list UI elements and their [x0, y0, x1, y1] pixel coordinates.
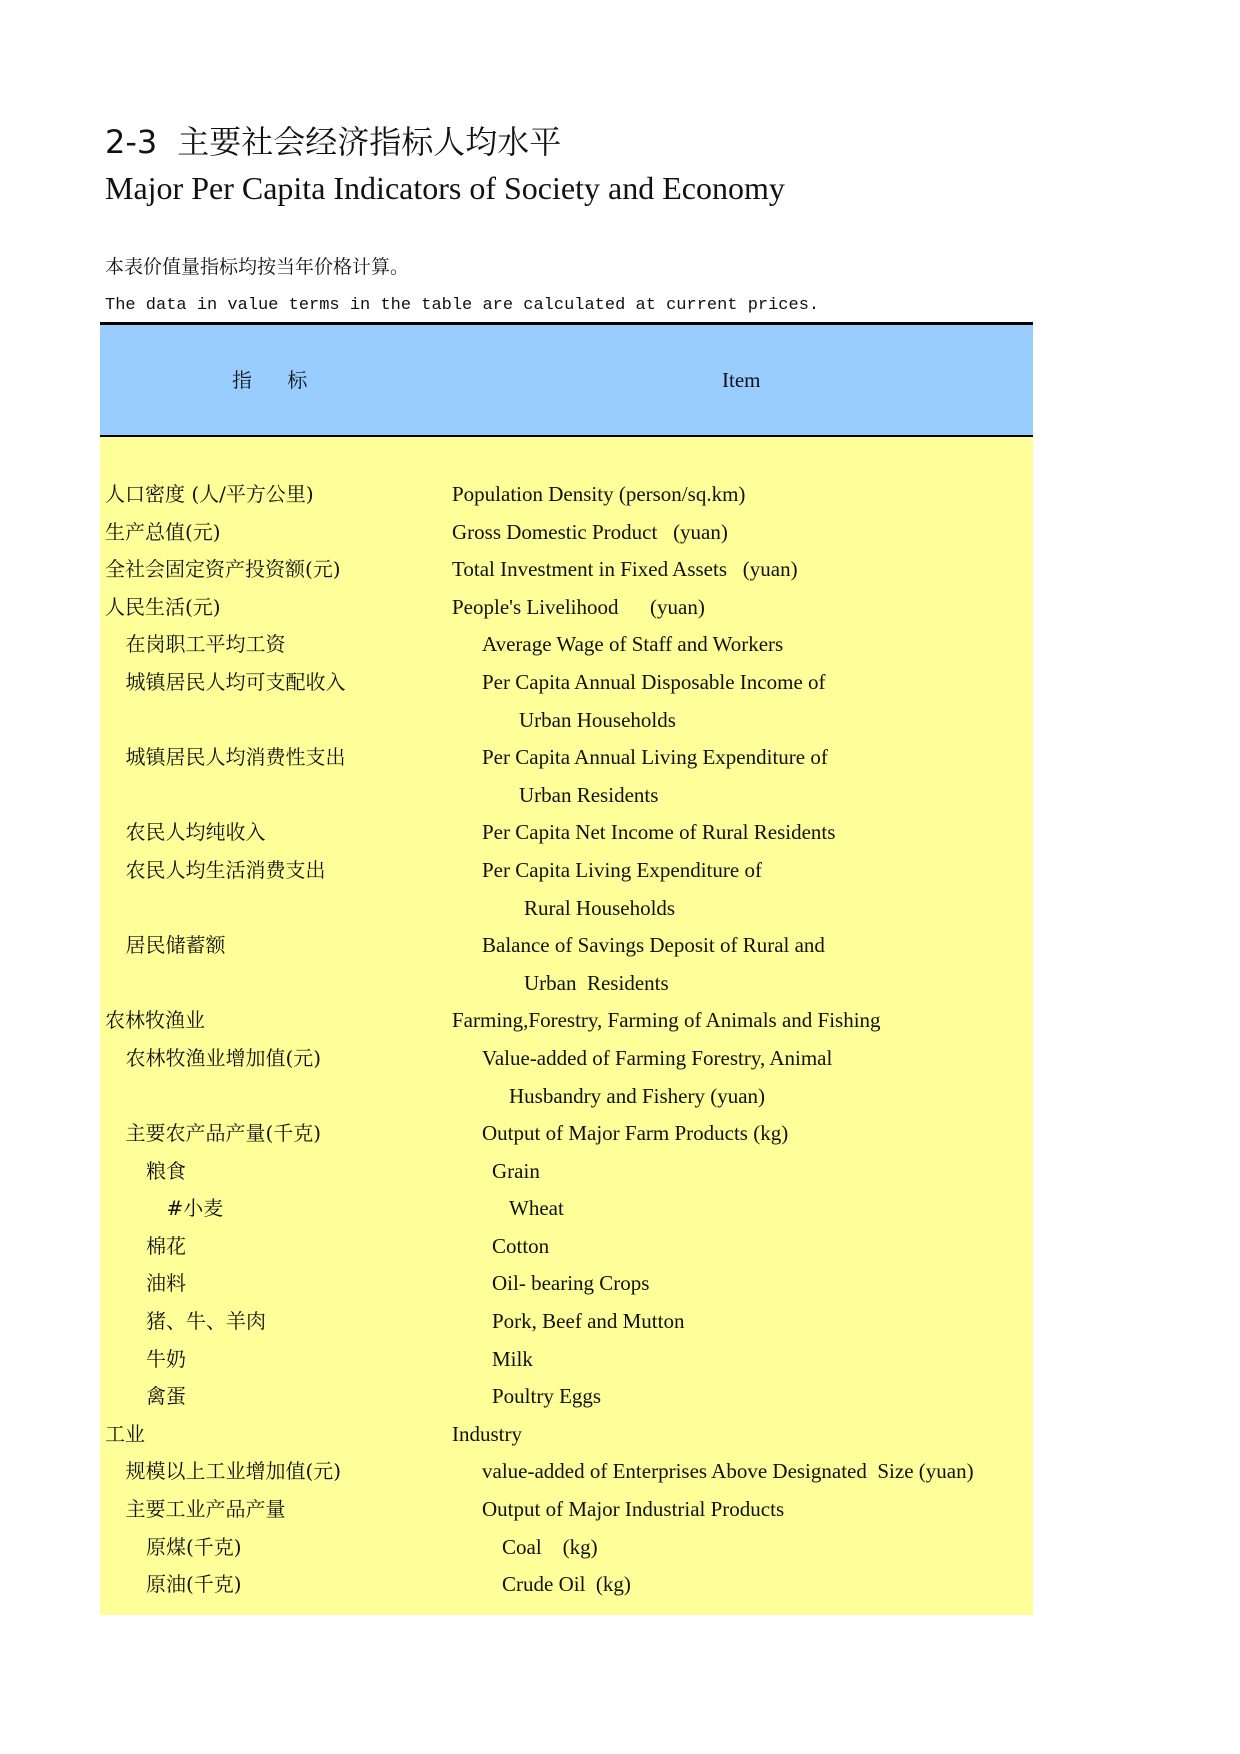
table-row	[100, 738, 1033, 776]
note-en: The data in value terms in the table are calculated at current prices.	[105, 296, 820, 315]
table-body	[100, 437, 1033, 1615]
table-row	[100, 926, 1033, 964]
indicator-en: Crude Oil (kg)	[502, 1572, 631, 1597]
indicator-en: Rural Households	[524, 895, 676, 920]
indicator-en: Urban Households	[519, 707, 676, 732]
indicator-cn: 规模以上工业增加值(元)	[125, 1459, 342, 1484]
indicator-en: Per Capita Annual Disposable Income of	[482, 669, 826, 694]
indicator-en: Total Investment in Fixed Assets (yuan)	[452, 557, 798, 582]
table-row	[100, 1565, 1033, 1603]
indicator-en: Coal (kg)	[502, 1534, 598, 1559]
table-row	[100, 663, 1033, 701]
indicator-en: Oil- bearing Crops	[492, 1271, 650, 1296]
indicator-cn: 主要农产品产量(千克)	[125, 1121, 322, 1146]
indicator-cn: #小麦	[166, 1196, 224, 1221]
indicator-cn: 人民生活(元)	[105, 594, 221, 619]
table-row	[100, 550, 1033, 588]
indicator-en: Average Wage of Staff and Workers	[482, 632, 784, 657]
table-number: 2-3	[105, 123, 158, 161]
table-row	[100, 513, 1033, 551]
indicator-cn: 农民人均纯收入	[125, 820, 266, 845]
indicator-cn: 猪、牛、羊肉	[146, 1309, 266, 1334]
table-row	[100, 1189, 1033, 1227]
table-row	[100, 889, 1033, 927]
table-row	[100, 1264, 1033, 1302]
table-row	[100, 701, 1033, 739]
indicator-cn: 农民人均生活消费支出	[125, 857, 326, 882]
indicator-en: People's Livelihood (yuan)	[452, 594, 705, 619]
table-row	[100, 475, 1033, 513]
indicator-cn: 油料	[146, 1271, 186, 1296]
indicator-en: Industry	[452, 1421, 522, 1446]
indicator-en: Urban Residents	[519, 782, 659, 807]
indicator-cn: 主要工业产品产量	[125, 1497, 286, 1522]
indicator-en: Pork, Beef and Mutton	[492, 1309, 685, 1334]
indicator-cn: 人口密度 (人/平方公里)	[105, 482, 314, 506]
table-row	[100, 588, 1033, 626]
indicator-cn: 牛奶	[146, 1346, 186, 1371]
table-row	[100, 1077, 1033, 1115]
indicator-cn: 农林牧渔业增加值(元)	[125, 1045, 322, 1070]
indicator-cn: 原油(千克)	[146, 1572, 242, 1597]
table-row	[100, 1302, 1033, 1340]
table-row	[100, 1227, 1033, 1265]
indicator-en: value-added of Enterprises Above Designated Size (yuan)	[482, 1459, 974, 1484]
indicator-en: Urban Residents	[524, 970, 669, 995]
table-header	[100, 322, 1033, 437]
indicator-cn: 在岗职工平均工资	[125, 632, 286, 657]
indicator-en: Per Capita Living Expenditure of	[482, 857, 762, 882]
table-row	[100, 1452, 1033, 1490]
indicator-cn: 生产总值(元)	[105, 519, 221, 544]
indicator-cn: 城镇居民人均可支配收入	[125, 669, 346, 694]
table-row	[100, 1490, 1033, 1528]
header-item-en: Item	[722, 368, 761, 392]
table-row	[100, 851, 1033, 889]
title-cn-text: 主要社会经济指标人均水平	[177, 123, 562, 161]
page-title-en: Major Per Capita Indicators of Society and Economy	[105, 170, 785, 206]
table-row	[100, 1001, 1033, 1039]
indicator-en: Population Density (person/sq.km)	[452, 482, 746, 506]
note-cn: 本表价值量指标均按当年价格计算。	[105, 256, 410, 278]
indicator-en: Husbandry and Fishery (yuan)	[509, 1083, 766, 1108]
table-row	[100, 1377, 1033, 1415]
indicator-cn: 粮食	[146, 1158, 186, 1183]
indicator-en: Grain	[492, 1158, 540, 1183]
table-row	[100, 964, 1033, 1002]
indicator-cn: 居民储蓄额	[125, 933, 226, 958]
indicator-en: Balance of Savings Deposit of Rural and	[482, 933, 825, 958]
page-title-cn	[105, 122, 561, 162]
table-row	[100, 1528, 1033, 1566]
indicator-cn: 农林牧渔业	[105, 1008, 205, 1033]
indicator-en: Per Capita Net Income of Rural Residents	[482, 820, 836, 845]
indicator-cn: 全社会固定资产投资额(元)	[105, 557, 341, 582]
indicator-en: Per Capita Annual Living Expenditure of	[482, 745, 828, 770]
indicator-en: Value-added of Farming Forestry, Animal	[482, 1045, 833, 1070]
indicator-cn: 原煤(千克)	[146, 1534, 242, 1559]
indicator-en: Output of Major Farm Products (kg)	[482, 1121, 789, 1146]
indicator-en: Milk	[492, 1346, 533, 1371]
indicator-en: Farming,Forestry, Farming of Animals and Fishing	[452, 1008, 881, 1033]
table-row	[100, 1415, 1033, 1453]
indicator-cn: 禽蛋	[146, 1384, 186, 1409]
header-indicator-cn: 指 标	[232, 368, 310, 392]
indicator-en: Wheat	[509, 1196, 564, 1221]
indicator-en: Cotton	[492, 1233, 550, 1258]
indicator-cn: 棉花	[146, 1233, 186, 1258]
indicator-en: Output of Major Industrial Products	[482, 1497, 785, 1522]
table-row	[100, 776, 1033, 814]
table-row	[100, 1114, 1033, 1152]
indicator-cn: 工业	[105, 1421, 145, 1446]
indicator-cn: 城镇居民人均消费性支出	[125, 745, 346, 770]
table-row	[100, 625, 1033, 663]
indicator-en: Poultry Eggs	[492, 1384, 602, 1409]
table-row	[100, 1152, 1033, 1190]
table-row	[100, 1039, 1033, 1077]
table-row	[100, 1340, 1033, 1378]
indicators-table	[100, 322, 1033, 1615]
indicator-en: Gross Domestic Product (yuan)	[452, 519, 728, 544]
table-row	[100, 813, 1033, 851]
